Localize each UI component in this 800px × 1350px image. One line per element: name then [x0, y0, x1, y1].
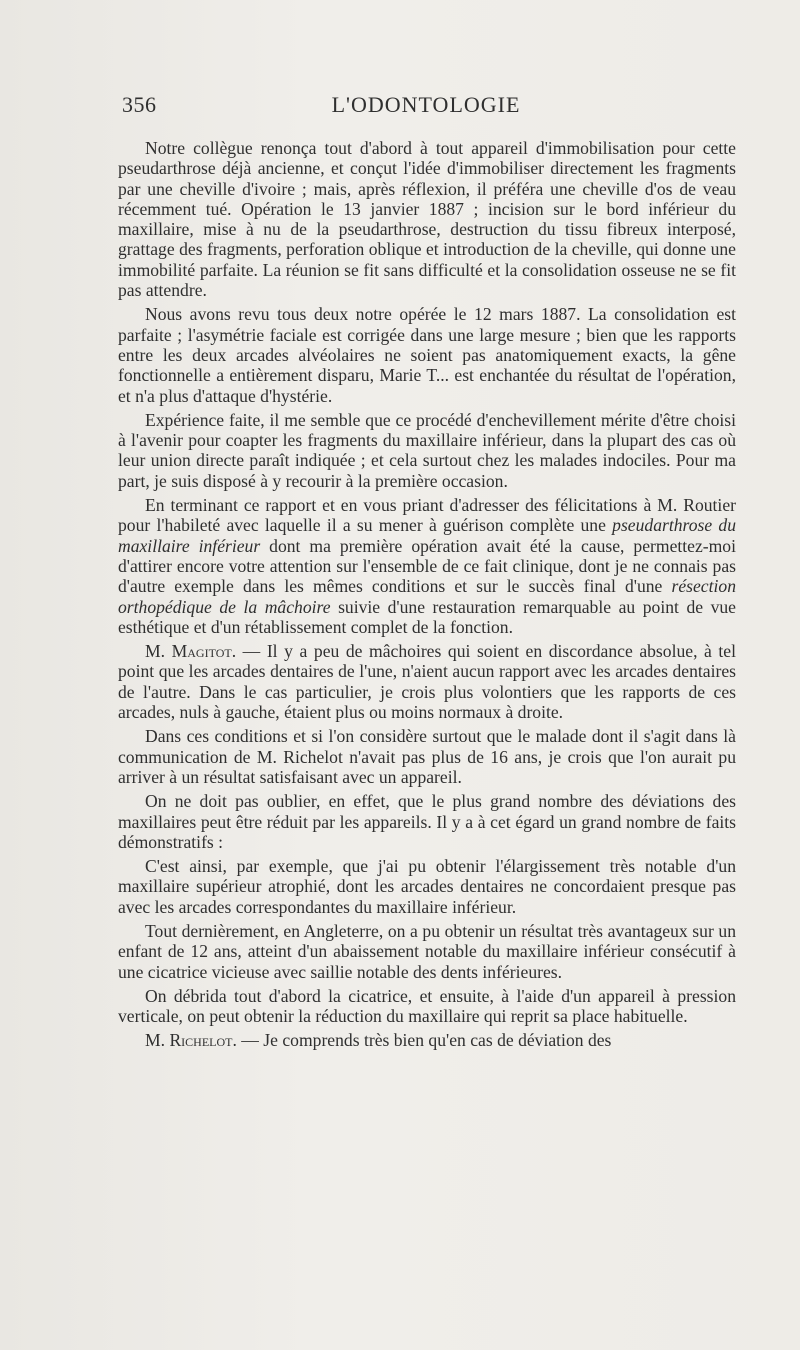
- paragraph: [118, 410, 736, 491]
- paragraph-text: Nous avons revu tous deux notre opérée le 12 mars 1887. La consolidation est parfaite ; l'asymétrie faciale est corrigée dans une large mesure ; bien que les rapports entre les deux arcades alvéolaires ne soient pas anatomiquement exacts, la gêne fonctionnelle a entièrement disparu, Marie T... est enchantée du résultat de l'opération, et n'a plus d'attaque d'hystérie.: [118, 304, 736, 406]
- paragraph: [118, 138, 736, 300]
- paragraph-text: On ne doit pas oublier, en effet, que le plus grand nombre des déviations des maxillaires peut être réduit par les appareils. Il y a à cet égard un grand nombre de faits démonstratifs :: [118, 791, 736, 852]
- paragraph: [118, 1030, 736, 1050]
- paragraph-text: — Il y a peu de mâchoires qui soient en discordance absolue, à tel point que les arcades dentaires de l'une, n'aient aucun rapport avec les arcades dentaires de l'autre. Dans le cas particulier, je crois plus volontiers que les rapports de ces arcades, nuls à gauche, étaient plus ou moins normaux à droite.: [118, 641, 736, 723]
- paragraph-text: suivie d'une restauration remarquable au point de vue esthétique et d'un rétablissement complet de la fonction.: [118, 596, 736, 637]
- paragraph: [118, 641, 736, 722]
- paragraph: [118, 856, 736, 917]
- paragraph-text: dont ma première opération avait été la cause, permettez-moi d'attirer encore votre attention sur l'ensemble de ce fait clinique, dont je ne connais pas d'autre exemple dans les mêmes conditions et sur le succès final d'une: [118, 535, 736, 597]
- paragraph-text: Notre collègue renonça tout d'abord à tout appareil d'immobilisation pour cette pseudarthrose déjà ancienne, et conçut l'idée d'immobiliser directement les fragments par une cheville d'ivoire ; mais, après réflexion, il préféra une cheville d'os de veau récemment tué. Opération le 13 janvier 1887 ; incision sur le bord inférieur du maxillaire, mise à nu de la pseudarthrose, destruction du tissu fibreux interposé, grattage des fragments, perforation oblique et introduction de la cheville, qui donne une immobilité parfaite. La réunion se fit sans difficulté et la consolidation osseuse ne se fit pas attendre.: [118, 138, 736, 301]
- speaker-name: M. Richelot.: [145, 1030, 237, 1051]
- paragraph: [118, 791, 736, 852]
- paragraph-text: On débrida tout d'abord la cicatrice, et ensuite, à l'aide d'un appareil à pression verticale, on peut obtenir la réduction du maxillaire qui reprit sa place habituelle.: [118, 985, 736, 1027]
- italic-term: résection orthopédique de la mâchoire: [118, 576, 736, 617]
- paragraph-text: En terminant ce rapport et en vous priant d'adresser des félicitations à M. Routier pour l'habileté avec laquelle il a su mener à guérison complète une: [118, 495, 736, 536]
- paragraph-text: Expérience faite, il me semble que ce procédé d'enchevillement mérite d'être choisi à l'avenir pour coapter les fragments du maxillaire inférieur, dans la plupart des cas où leur union directe paraît indiquée ; et cela surtout chez les malades indociles. Pour ma part, je suis disposé à y recourir à la première occasion.: [118, 409, 736, 491]
- paragraph-text: Tout dernièrement, en Angleterre, on a pu obtenir un résultat très avantageux sur un enfant de 12 ans, atteint d'un abaissement notable du maxillaire inférieur consécutif à une cicatrice vicieuse avec saillie notable des dents inférieures.: [118, 920, 736, 982]
- speaker-name: M. Magitot.: [145, 641, 237, 662]
- italic-term: pseudarthrose du maxillaire inférieur: [118, 515, 737, 556]
- paragraph-text: — Je comprends très bien qu'en cas de déviation des: [236, 1030, 612, 1051]
- paragraph: [118, 921, 736, 982]
- paragraph: [118, 495, 736, 637]
- paragraph: [118, 726, 736, 787]
- page-body: [118, 138, 736, 1055]
- page-number: 356: [122, 92, 157, 117]
- paragraph: [118, 986, 736, 1027]
- running-title: L'ODONTOLOGIE: [331, 92, 521, 117]
- paragraph-text: Dans ces conditions et si l'on considère surtout que le malade dont il s'agit dans là communication de M. Richelot n'avait pas plus de 16 ans, je crois que l'on aurait pu arriver à un résultat satisfaisant avec un appareil.: [118, 726, 736, 787]
- page-header: [122, 92, 730, 122]
- paragraph: [118, 304, 736, 405]
- paragraph-text: C'est ainsi, par exemple, que j'ai pu obtenir l'élargissement très notable d'un maxillaire supérieur atrophié, dont les arcades dentaires ne concordaient presque pas avec les arcades correspondantes du maxillaire inférieur.: [118, 856, 736, 917]
